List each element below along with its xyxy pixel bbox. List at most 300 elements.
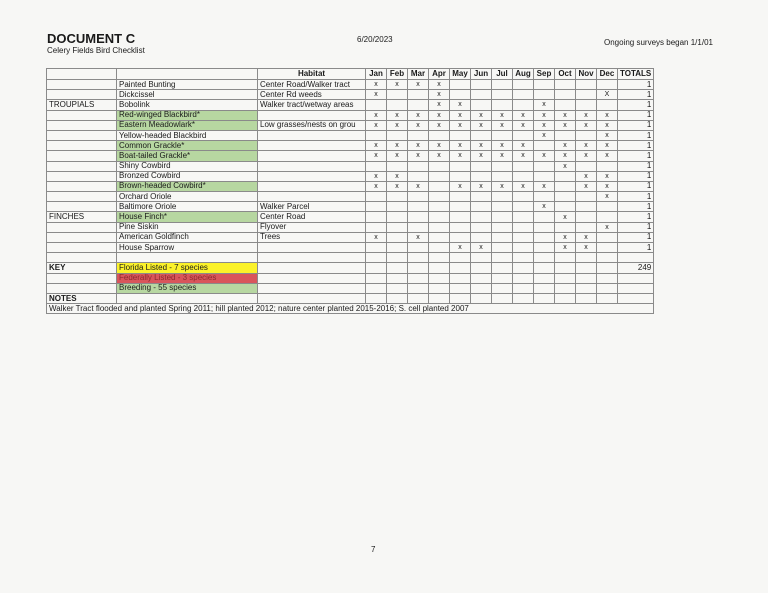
month-mark [597, 80, 618, 90]
month-mark [534, 243, 555, 253]
habitat-cell [258, 243, 366, 253]
group-label [47, 130, 117, 140]
species-name: Bobolink [117, 100, 258, 110]
habitat-cell: Center Road/Walker tract [258, 80, 366, 90]
group-label [47, 222, 117, 232]
group-label [47, 80, 117, 90]
month-mark: x [576, 181, 597, 191]
habitat-cell [258, 141, 366, 151]
grand-total: 249 [618, 263, 654, 273]
month-mark: x [471, 243, 492, 253]
month-mark [576, 222, 597, 232]
month-mark: x [471, 120, 492, 130]
key-row [47, 283, 654, 293]
month-mark [471, 212, 492, 222]
habitat-cell: Walker Parcel [258, 202, 366, 212]
month-mark: x [555, 243, 576, 253]
habitat-cell [258, 151, 366, 161]
month-mark: x [366, 110, 387, 120]
month-mark: x [534, 100, 555, 110]
month-header: Apr [429, 69, 450, 80]
row-total: 1 [618, 212, 654, 222]
month-mark [576, 212, 597, 222]
month-mark: x [555, 110, 576, 120]
key-row [47, 263, 654, 273]
month-mark: x [429, 120, 450, 130]
month-mark [450, 222, 471, 232]
month-mark [576, 100, 597, 110]
month-mark [471, 161, 492, 171]
month-mark [429, 161, 450, 171]
month-mark [450, 161, 471, 171]
month-header: Aug [513, 69, 534, 80]
month-mark: x [387, 141, 408, 151]
month-mark: x [597, 192, 618, 202]
month-mark [471, 192, 492, 202]
month-mark [366, 212, 387, 222]
survey-start-note: Ongoing surveys began 1/1/01 [604, 38, 713, 47]
month-mark: x [450, 151, 471, 161]
month-mark: x [576, 243, 597, 253]
month-mark: x [534, 110, 555, 120]
month-mark [408, 243, 429, 253]
month-mark [429, 192, 450, 202]
month-mark [387, 212, 408, 222]
month-mark: x [366, 120, 387, 130]
month-mark: x [387, 110, 408, 120]
row-total: 1 [618, 171, 654, 181]
month-mark [534, 90, 555, 100]
month-mark: x [450, 243, 471, 253]
month-mark [492, 171, 513, 181]
habitat-cell: Center Road [258, 212, 366, 222]
month-mark [513, 212, 534, 222]
month-mark: X [597, 90, 618, 100]
habitat-cell [258, 192, 366, 202]
species-name: Common Grackle* [117, 141, 258, 151]
species-row [47, 202, 654, 212]
month-mark [366, 202, 387, 212]
month-mark: x [513, 110, 534, 120]
month-mark [513, 232, 534, 242]
month-mark [492, 100, 513, 110]
species-name: Pine Siskin [117, 222, 258, 232]
species-name: Brown-headed Cowbird* [117, 181, 258, 191]
month-mark [597, 100, 618, 110]
row-total: 1 [618, 222, 654, 232]
month-mark [534, 212, 555, 222]
month-mark [450, 212, 471, 222]
month-mark [492, 90, 513, 100]
month-header: Oct [555, 69, 576, 80]
month-mark [555, 222, 576, 232]
species-name: Bronzed Cowbird [117, 171, 258, 181]
header-row [47, 69, 654, 80]
species-name: Baltimore Oriole [117, 202, 258, 212]
month-mark: x [450, 181, 471, 191]
habitat-cell [258, 171, 366, 181]
group-label [47, 243, 117, 253]
month-mark [492, 222, 513, 232]
month-mark: x [534, 202, 555, 212]
month-mark: x [366, 181, 387, 191]
month-mark [471, 232, 492, 242]
row-total: 1 [618, 181, 654, 191]
species-name: House Finch* [117, 212, 258, 222]
month-mark [450, 171, 471, 181]
month-header: May [450, 69, 471, 80]
species-row [47, 161, 654, 171]
month-mark [597, 232, 618, 242]
key-florida-listed: Florida Listed - 7 species [117, 263, 258, 273]
month-mark [408, 222, 429, 232]
species-row [47, 171, 654, 181]
month-mark [576, 90, 597, 100]
month-mark: x [408, 110, 429, 120]
month-mark [492, 243, 513, 253]
month-mark [366, 243, 387, 253]
habitat-cell: Center Rd weeds [258, 90, 366, 100]
month-mark: x [597, 120, 618, 130]
group-label [47, 151, 117, 161]
month-mark [513, 100, 534, 110]
month-mark: x [366, 80, 387, 90]
habitat-cell [258, 110, 366, 120]
month-mark: x [450, 141, 471, 151]
month-mark: x [471, 141, 492, 151]
month-mark [555, 192, 576, 202]
row-total: 1 [618, 232, 654, 242]
month-mark: x [429, 110, 450, 120]
month-mark: x [429, 90, 450, 100]
month-mark: x [450, 120, 471, 130]
month-mark [387, 130, 408, 140]
month-mark [534, 80, 555, 90]
month-mark [429, 232, 450, 242]
species-row [47, 192, 654, 202]
month-mark [555, 202, 576, 212]
row-total: 1 [618, 243, 654, 253]
species-row [47, 130, 654, 140]
month-mark [366, 161, 387, 171]
row-total: 1 [618, 120, 654, 130]
month-mark [471, 100, 492, 110]
month-mark [513, 202, 534, 212]
habitat-cell: Low grasses/nests on grou [258, 120, 366, 130]
month-mark [450, 80, 471, 90]
month-mark: x [471, 181, 492, 191]
species-row [47, 141, 654, 151]
group-label [47, 232, 117, 242]
group-label: FINCHES [47, 212, 117, 222]
month-mark [597, 202, 618, 212]
month-mark [555, 90, 576, 100]
species-row [47, 181, 654, 191]
month-mark: x [597, 110, 618, 120]
species-header-cell [117, 69, 258, 80]
key-breeding: Breeding - 55 species [117, 283, 258, 293]
month-mark [471, 171, 492, 181]
row-total: 1 [618, 192, 654, 202]
month-mark [492, 192, 513, 202]
month-mark: x [492, 110, 513, 120]
month-mark [366, 222, 387, 232]
month-mark [534, 171, 555, 181]
month-mark [408, 212, 429, 222]
month-mark [597, 212, 618, 222]
row-total: 1 [618, 141, 654, 151]
month-mark [513, 90, 534, 100]
month-mark [471, 202, 492, 212]
species-row [47, 232, 654, 242]
month-mark [387, 161, 408, 171]
month-mark [429, 202, 450, 212]
month-mark: x [366, 141, 387, 151]
month-mark [513, 171, 534, 181]
month-mark [555, 171, 576, 181]
month-mark [471, 90, 492, 100]
month-mark [513, 222, 534, 232]
species-name: Shiny Cowbird [117, 161, 258, 171]
month-header: Feb [387, 69, 408, 80]
month-mark: x [597, 130, 618, 140]
species-name: Dickcissel [117, 90, 258, 100]
month-mark: x [513, 181, 534, 191]
month-mark [429, 243, 450, 253]
species-row [47, 212, 654, 222]
month-mark: x [429, 100, 450, 110]
document-subtitle: Celery Fields Bird Checklist [47, 46, 145, 55]
species-name: Eastern Meadowlark* [117, 120, 258, 130]
month-mark: x [492, 141, 513, 151]
row-total: 1 [618, 151, 654, 161]
month-mark [408, 161, 429, 171]
month-mark: x [387, 120, 408, 130]
month-mark [450, 232, 471, 242]
month-mark: x [597, 181, 618, 191]
month-mark: x [492, 181, 513, 191]
month-mark: x [429, 141, 450, 151]
group-header-cell [47, 69, 117, 80]
species-name: Boat-tailed Grackle* [117, 151, 258, 161]
month-mark [471, 130, 492, 140]
month-mark [408, 202, 429, 212]
month-mark: x [366, 232, 387, 242]
month-mark: x [387, 80, 408, 90]
month-mark [492, 202, 513, 212]
key-federally-listed: Federally Listed - 3 species [117, 273, 258, 283]
month-mark [492, 130, 513, 140]
row-total: 1 [618, 130, 654, 140]
row-total: 1 [618, 110, 654, 120]
species-name: House Sparrow [117, 243, 258, 253]
month-mark: x [429, 80, 450, 90]
group-label [47, 110, 117, 120]
month-mark: x [534, 151, 555, 161]
month-mark [471, 222, 492, 232]
notes-label: NOTES [47, 293, 117, 303]
month-mark [534, 141, 555, 151]
month-mark: x [555, 120, 576, 130]
spacer-row [47, 253, 654, 263]
month-mark [387, 100, 408, 110]
month-header: Jun [471, 69, 492, 80]
species-name: Yellow-headed Blackbird [117, 130, 258, 140]
month-mark [513, 80, 534, 90]
month-mark: x [597, 151, 618, 161]
month-mark [576, 130, 597, 140]
month-mark [492, 80, 513, 90]
month-mark [387, 202, 408, 212]
bird-checklist-table [46, 68, 654, 314]
month-mark: x [513, 151, 534, 161]
row-total: 1 [618, 100, 654, 110]
habitat-cell: Walker tract/wetway areas [258, 100, 366, 110]
month-mark: x [576, 232, 597, 242]
month-mark: x [555, 151, 576, 161]
month-mark: x [576, 171, 597, 181]
month-mark [429, 222, 450, 232]
month-mark: x [534, 181, 555, 191]
species-name: Painted Bunting [117, 80, 258, 90]
month-mark: x [555, 161, 576, 171]
month-mark [408, 100, 429, 110]
group-label [47, 161, 117, 171]
month-mark [576, 192, 597, 202]
species-row [47, 80, 654, 90]
month-mark: x [513, 141, 534, 151]
month-mark: x [513, 120, 534, 130]
month-mark: x [471, 151, 492, 161]
month-mark: x [576, 141, 597, 151]
month-mark [408, 171, 429, 181]
month-mark [387, 222, 408, 232]
month-mark: x [408, 232, 429, 242]
month-mark [366, 100, 387, 110]
month-mark: x [366, 151, 387, 161]
month-mark: x [387, 151, 408, 161]
species-row [47, 90, 654, 100]
document-date: 6/20/2023 [357, 35, 393, 44]
month-mark: x [429, 151, 450, 161]
month-mark [534, 161, 555, 171]
habitat-cell [258, 161, 366, 171]
month-mark [534, 192, 555, 202]
month-mark [576, 202, 597, 212]
month-mark [429, 130, 450, 140]
month-header: Jan [366, 69, 387, 80]
month-header: Dec [597, 69, 618, 80]
month-mark: x [555, 232, 576, 242]
month-mark: x [408, 181, 429, 191]
row-total: 1 [618, 80, 654, 90]
species-row [47, 151, 654, 161]
species-row [47, 243, 654, 253]
month-mark [387, 90, 408, 100]
species-row [47, 222, 654, 232]
month-mark: x [597, 222, 618, 232]
month-header: Jul [492, 69, 513, 80]
group-label [47, 202, 117, 212]
month-mark [597, 161, 618, 171]
month-mark [555, 100, 576, 110]
month-mark [387, 232, 408, 242]
month-mark [429, 181, 450, 191]
month-mark: x [450, 100, 471, 110]
month-mark [492, 232, 513, 242]
month-mark: x [576, 120, 597, 130]
group-label [47, 90, 117, 100]
month-mark [513, 243, 534, 253]
month-mark: x [492, 120, 513, 130]
month-header: Nov [576, 69, 597, 80]
month-mark [555, 181, 576, 191]
month-mark: x [555, 141, 576, 151]
month-header: Sep [534, 69, 555, 80]
month-mark: x [366, 171, 387, 181]
page-number: 7 [371, 545, 376, 554]
month-mark: x [492, 151, 513, 161]
species-row [47, 120, 654, 130]
month-mark [576, 161, 597, 171]
group-label: TROUPIALS [47, 100, 117, 110]
month-mark: x [408, 80, 429, 90]
month-mark [387, 243, 408, 253]
month-mark: x [576, 151, 597, 161]
key-row [47, 273, 654, 283]
month-mark [450, 130, 471, 140]
month-mark [429, 212, 450, 222]
species-name: Red-winged Blackbird* [117, 110, 258, 120]
month-mark [597, 243, 618, 253]
group-label [47, 171, 117, 181]
month-mark [492, 212, 513, 222]
month-mark [534, 232, 555, 242]
month-mark: x [366, 90, 387, 100]
month-mark: x [387, 181, 408, 191]
month-mark: x [534, 120, 555, 130]
species-name: American Goldfinch [117, 232, 258, 242]
key-label: KEY [47, 263, 117, 273]
row-total: 1 [618, 90, 654, 100]
month-mark [408, 192, 429, 202]
species-name: Orchard Oriole [117, 192, 258, 202]
group-label [47, 141, 117, 151]
notes-text: Walker Tract flooded and planted Spring 2011; hill planted 2012; nature center planted 2015-2016; S. cell planted 2007 [47, 304, 654, 314]
document-title: DOCUMENT C [47, 31, 136, 46]
totals-header: TOTALS [618, 69, 654, 80]
month-mark: x [597, 171, 618, 181]
month-mark: x [576, 110, 597, 120]
month-mark [471, 80, 492, 90]
habitat-cell: Trees [258, 232, 366, 242]
month-mark [576, 80, 597, 90]
group-label [47, 181, 117, 191]
group-label [47, 120, 117, 130]
month-mark [513, 130, 534, 140]
row-total: 1 [618, 202, 654, 212]
month-mark [450, 90, 471, 100]
month-mark: x [408, 151, 429, 161]
month-mark [555, 130, 576, 140]
month-mark: x [597, 141, 618, 151]
month-mark [513, 161, 534, 171]
month-mark: x [408, 120, 429, 130]
month-mark [429, 171, 450, 181]
habitat-cell: Flyover [258, 222, 366, 232]
habitat-header: Habitat [258, 69, 366, 80]
group-label [47, 192, 117, 202]
